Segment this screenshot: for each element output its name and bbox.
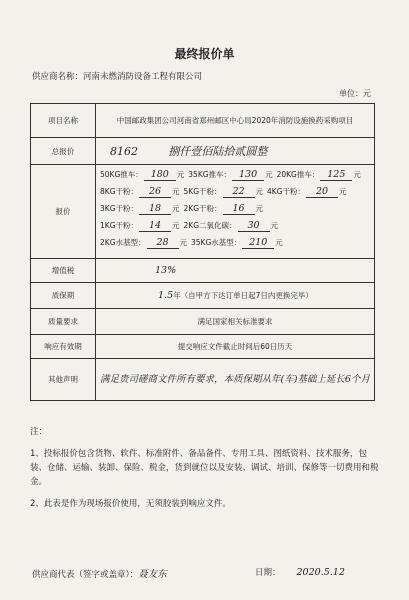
total-label: 总报价 bbox=[31, 138, 96, 165]
representative-label: 供应商代表（签字或盖章）： bbox=[32, 570, 139, 580]
price-item-unit: 元 bbox=[176, 170, 185, 179]
price-item-name: 2KG水基型： bbox=[100, 238, 146, 247]
total-amount: 8162 bbox=[110, 145, 138, 158]
price-item-value: 26 bbox=[139, 186, 171, 198]
price-item-value: 125 bbox=[320, 169, 352, 181]
warranty-cell bbox=[96, 283, 375, 309]
price-item-value: 22 bbox=[223, 186, 255, 198]
supplier-name: 河南未燃消防设备工程有限公司 bbox=[83, 72, 203, 82]
total-amount-in-words: 捌仟壹佰陆拾贰圆整 bbox=[168, 145, 268, 158]
row-vat bbox=[31, 259, 375, 283]
warranty-years: 1.5 bbox=[158, 290, 174, 301]
price-line bbox=[100, 203, 370, 220]
representative-line bbox=[32, 566, 167, 580]
quote-table bbox=[30, 103, 375, 401]
row-validity bbox=[31, 335, 375, 359]
price-item-name: 35KG推车： bbox=[188, 170, 232, 179]
price-item bbox=[267, 186, 347, 198]
price-item-name: 5KG干粉： bbox=[183, 187, 222, 196]
price-item-value: 20 bbox=[306, 186, 338, 198]
quality-value: 满足国家相关标准要求 bbox=[96, 309, 375, 335]
price-item-name: 35KG水基型： bbox=[191, 238, 242, 247]
price-item-value: 14 bbox=[139, 220, 171, 232]
representative-signature: 聂友东 bbox=[138, 569, 167, 580]
project-label: 项目名称 bbox=[31, 104, 96, 138]
price-item-value: 28 bbox=[147, 237, 179, 249]
price-item-name: 4KG干粉： bbox=[267, 187, 306, 196]
price-line bbox=[100, 220, 370, 237]
row-other bbox=[31, 359, 375, 401]
vat-label: 增值税 bbox=[31, 259, 96, 283]
price-item-unit: 元 bbox=[172, 187, 180, 196]
quality-label: 质量要求 bbox=[31, 309, 96, 335]
price-item-unit: 元 bbox=[353, 170, 361, 179]
price-line bbox=[100, 186, 370, 203]
price-item-value: 30 bbox=[238, 220, 270, 232]
document-title: 最终报价单 bbox=[174, 47, 235, 61]
price-item-name: 8KG干粉： bbox=[100, 187, 139, 196]
price-item bbox=[100, 220, 180, 232]
price-item-name: 2KG二氧化碳： bbox=[183, 221, 237, 230]
note-item-2: 2、此表是作为现场报价使用，无须胶装到响应文件。 bbox=[30, 499, 231, 509]
prices-label: 报价 bbox=[31, 165, 96, 259]
price-item-unit: 元 bbox=[255, 204, 264, 213]
price-item bbox=[100, 237, 187, 249]
row-project bbox=[31, 104, 375, 138]
price-item-value: 210 bbox=[242, 237, 274, 249]
price-item bbox=[188, 169, 272, 181]
price-item bbox=[100, 186, 180, 198]
row-prices bbox=[31, 165, 375, 259]
prices-cell bbox=[96, 165, 375, 259]
price-item-value: 130 bbox=[232, 169, 264, 181]
other-label: 其他声明 bbox=[31, 359, 96, 401]
price-line bbox=[100, 169, 370, 186]
price-item bbox=[191, 237, 283, 249]
price-item-name: 1KG干粉： bbox=[100, 221, 139, 230]
price-item-value: 18 bbox=[139, 203, 171, 215]
notes-heading: 注： bbox=[30, 427, 48, 437]
price-item bbox=[184, 203, 264, 215]
price-item-unit: 元 bbox=[255, 187, 264, 196]
date-value: 2020.5.12 bbox=[296, 567, 345, 578]
supplier-label: 供应商名称： bbox=[32, 72, 84, 82]
total-cell bbox=[96, 138, 375, 165]
price-item-unit: 元 bbox=[339, 187, 347, 196]
currency-unit: 单位：元 bbox=[339, 89, 371, 98]
price-item bbox=[100, 169, 184, 181]
price-item-value: 180 bbox=[144, 169, 176, 181]
row-total bbox=[31, 138, 375, 165]
validity-label: 响应有效期 bbox=[31, 335, 96, 359]
notes-section bbox=[30, 425, 380, 519]
date-label: 日期： bbox=[255, 568, 281, 578]
price-item bbox=[277, 169, 361, 181]
price-item-name: 50KG推车： bbox=[100, 170, 143, 179]
price-item bbox=[184, 220, 279, 232]
price-line bbox=[100, 237, 370, 254]
note-item-1: 1、投标报价包含货物、软件、标准附件、备品备件、专用工具、图纸资料、技术服务，包装、仓储、运输、装卸、保险、税金，货到就位以及安装、调试、培训、保修等一切费用和税金。 bbox=[30, 449, 379, 487]
price-item-name: 20KG推车： bbox=[276, 170, 320, 179]
price-item-unit: 元 bbox=[172, 204, 180, 213]
price-item-unit: 元 bbox=[179, 238, 188, 247]
date-line bbox=[255, 566, 345, 578]
price-item-name: 3KG干粉： bbox=[100, 204, 139, 213]
vat-cell bbox=[96, 259, 375, 283]
warranty-text: 年（自甲方下达订单日起7日内更换完毕） bbox=[173, 291, 313, 300]
row-quality bbox=[31, 309, 375, 335]
project-name: 中国邮政集团公司河南省郑州邮区中心局2020年消防设施换药采购项目 bbox=[96, 104, 375, 138]
price-item-unit: 元 bbox=[275, 238, 283, 247]
vat-value: 13% bbox=[155, 265, 177, 276]
price-item bbox=[100, 203, 180, 215]
price-item-unit: 元 bbox=[265, 170, 273, 179]
price-item bbox=[184, 186, 264, 198]
price-item-unit: 元 bbox=[270, 221, 279, 230]
row-warranty bbox=[31, 283, 375, 309]
validity-value: 提交响应文件截止时间后60日历天 bbox=[96, 335, 375, 359]
warranty-label: 质保期 bbox=[31, 283, 96, 309]
price-item-unit: 元 bbox=[172, 221, 180, 230]
price-item-value: 16 bbox=[223, 203, 255, 215]
price-item-name: 2KG干粉： bbox=[183, 204, 222, 213]
other-statement: 满足贵司磋商文件所有要求，本质保期从年(车)基础上延长6个月 bbox=[96, 359, 375, 401]
supplier-line bbox=[32, 70, 202, 82]
